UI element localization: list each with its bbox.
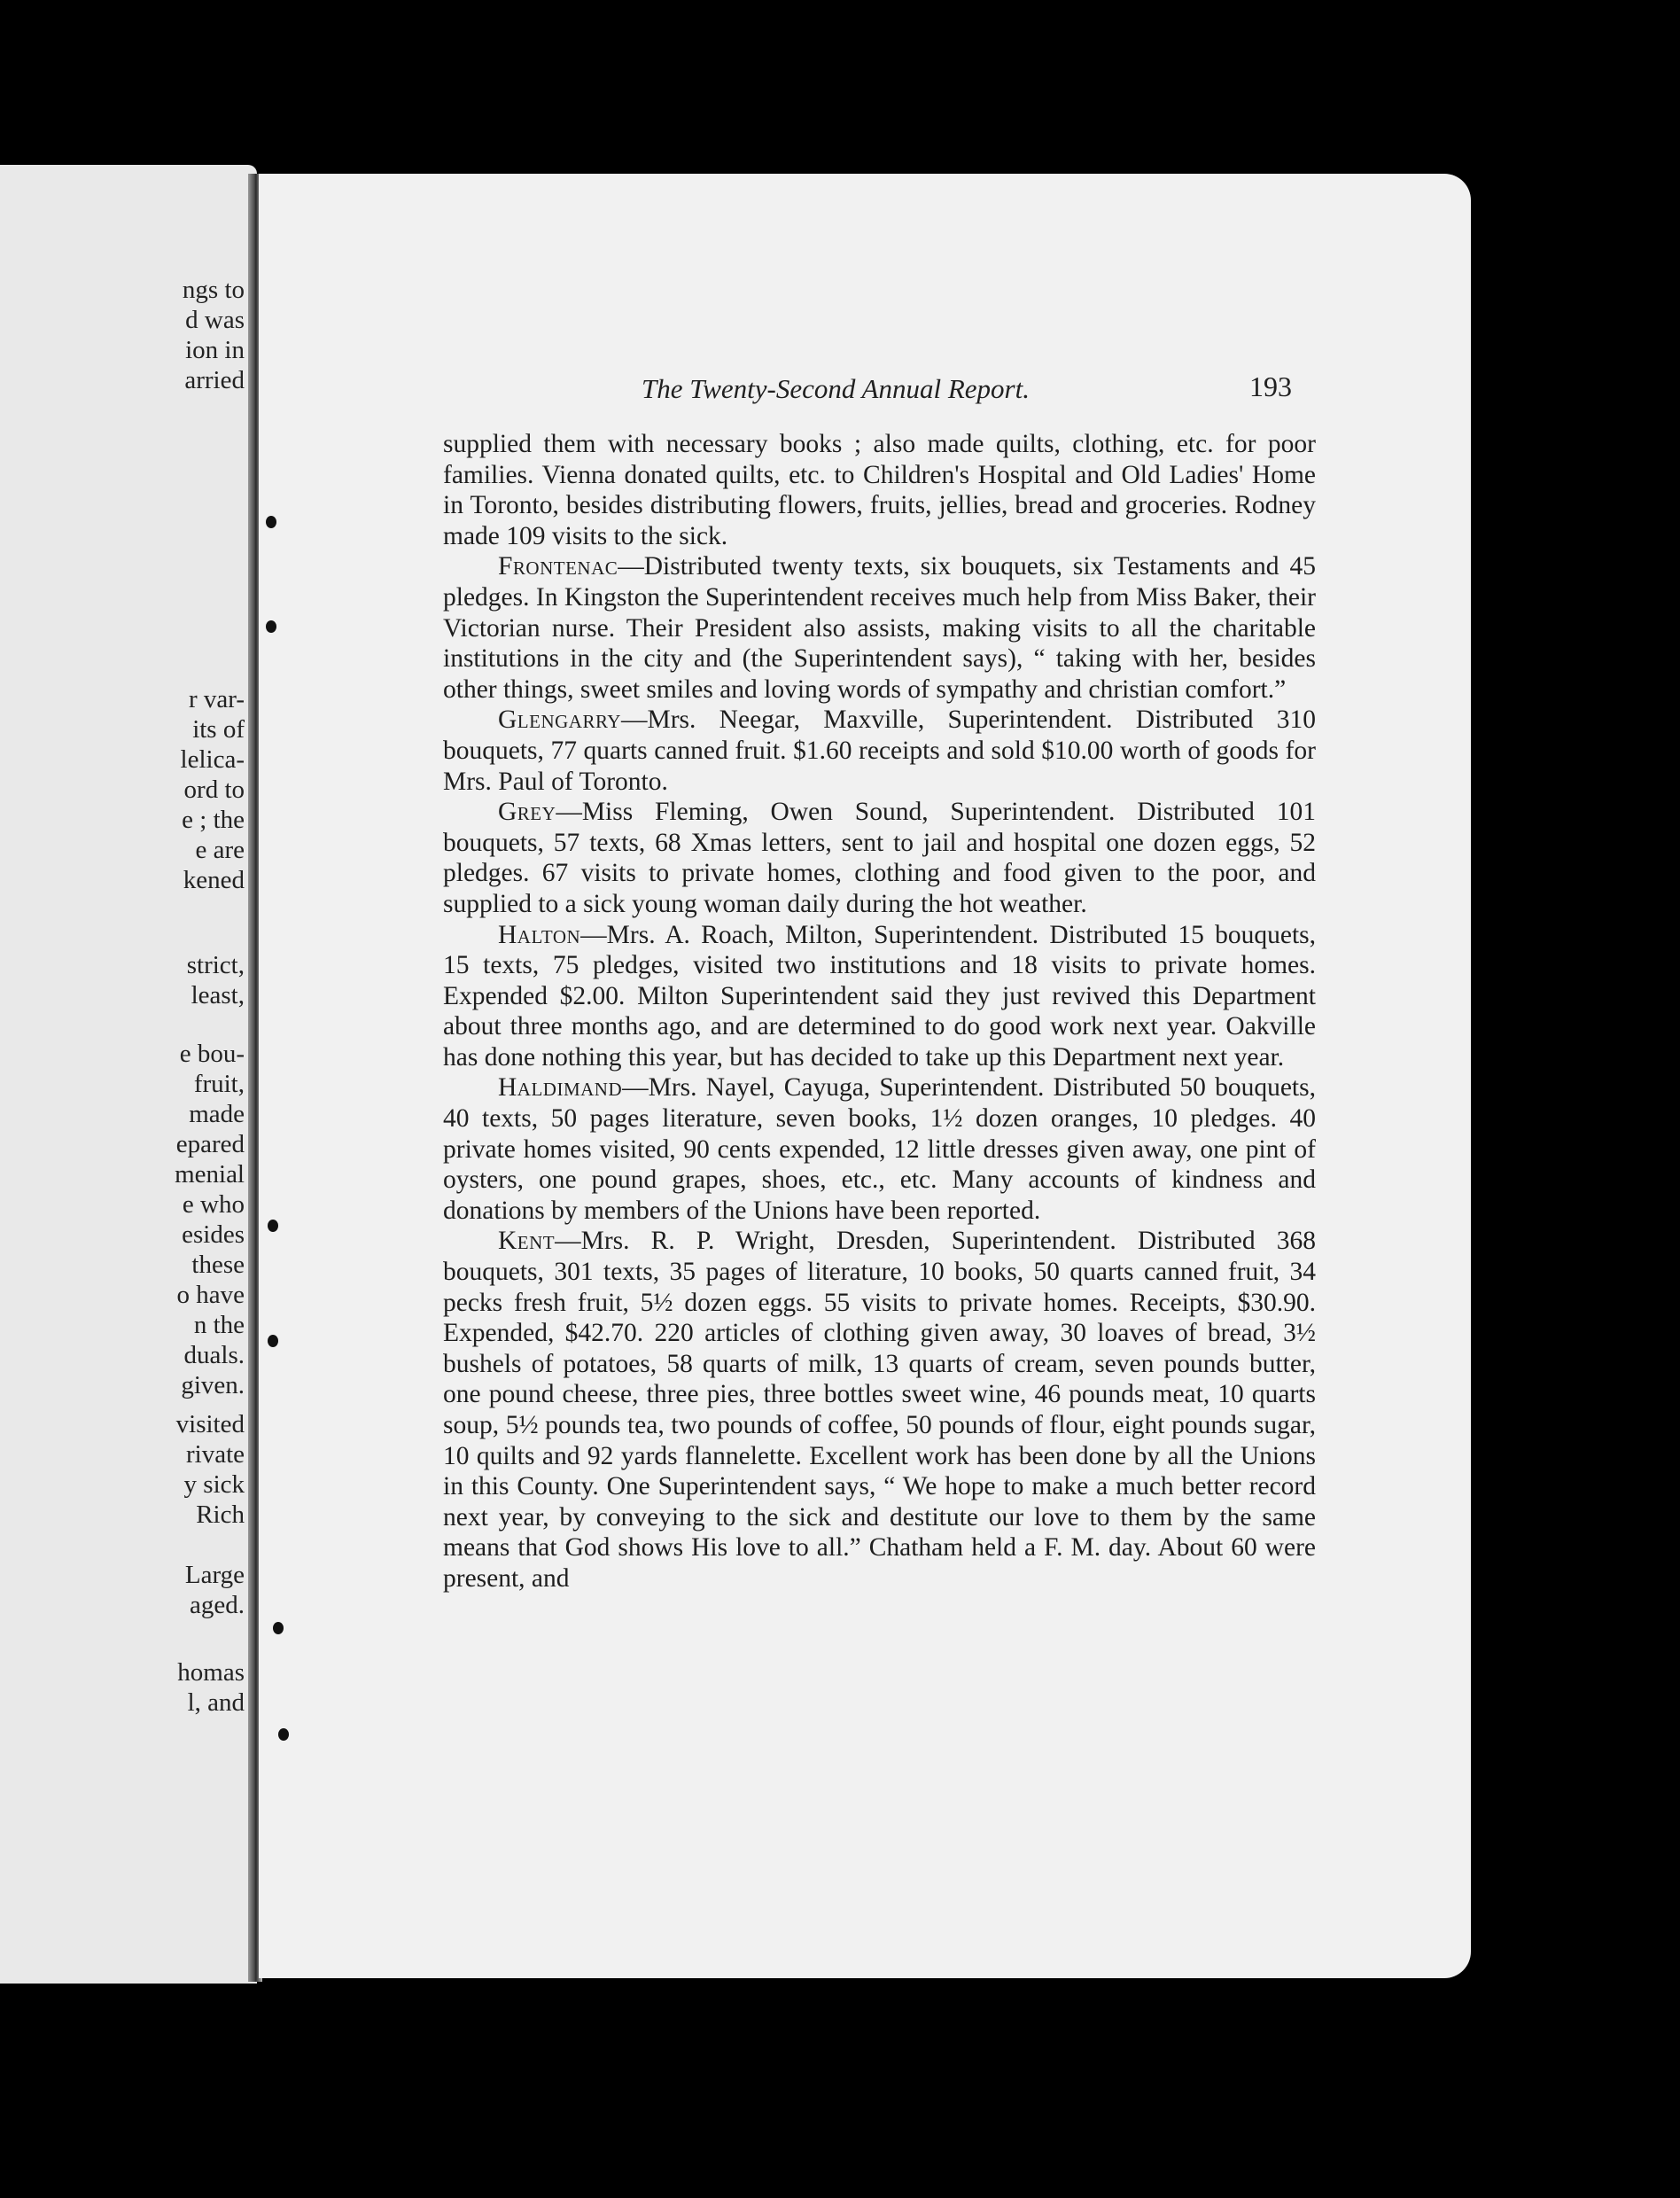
left-page-line: fruit, bbox=[193, 1070, 245, 1098]
paragraph-text: —Mrs. A. Roach, Milton, Superintendent. Distributed 15 bouquets, 15 texts, 75 pledges, visited two institutions and 18 visits to private homes. Expended $2.00. Milton Superintendent said they just revived this Department about three months ago, and are determined to do good work next year. Oakville has done nothing this year, but has decided to take up this Department next year. bbox=[443, 920, 1316, 1072]
left-page-line: arried bbox=[184, 366, 245, 394]
left-page-line: homas bbox=[177, 1658, 245, 1687]
left-page-line: its of bbox=[192, 715, 245, 744]
left-page-line: duals. bbox=[183, 1341, 245, 1369]
left-page-line: n the bbox=[193, 1311, 245, 1339]
left-page-line: lelica- bbox=[180, 745, 245, 774]
paragraph-text: supplied them with necessary books ; also made quilts, clothing, etc. for poor families. Vienna donated quilts, etc. to Children's Hospital and Old Ladies' Home in Toronto, besides distributing flowers, fruits, jellies, bread and groceries. Rodney made 109 visits to the sick. bbox=[443, 430, 1316, 550]
right-page bbox=[259, 174, 1471, 1978]
paragraph-halton bbox=[443, 920, 1316, 1073]
left-page-line: e bou- bbox=[179, 1040, 245, 1068]
left-page-line: least, bbox=[191, 981, 245, 1009]
county-heading: Halton bbox=[498, 920, 581, 949]
running-header: The Twenty-Second Annual Report. bbox=[642, 373, 1030, 404]
left-page-line: rivate bbox=[185, 1440, 245, 1469]
binding-hole bbox=[268, 1220, 278, 1232]
paragraph-text: —Miss Fleming, Owen Sound, Superintendent. Distributed 101 bouquets, 57 texts, 68 Xmas letters, sent to jail and hospital one dozen eggs, 52 pledges. 67 visits to private homes, clothing and food given to the poor, and supplied to a sick young woman daily during the hot weather. bbox=[443, 798, 1316, 918]
binding-hole bbox=[273, 1622, 284, 1634]
left-page bbox=[0, 165, 257, 1984]
left-page-line: made bbox=[189, 1100, 245, 1128]
left-page-line: these bbox=[191, 1251, 245, 1279]
left-page-line: e are bbox=[195, 836, 245, 864]
left-page-line: ord to bbox=[183, 776, 245, 804]
binding-hole bbox=[268, 1335, 278, 1347]
left-page-line: ion in bbox=[185, 336, 245, 364]
county-heading: Frontenac bbox=[498, 552, 618, 581]
paragraph-continuation bbox=[443, 429, 1316, 551]
left-page-line: menial bbox=[175, 1160, 245, 1189]
county-heading: Grey bbox=[498, 798, 556, 827]
left-page-line: Rich bbox=[196, 1500, 245, 1529]
left-page-line: kened bbox=[183, 866, 245, 894]
left-page-line: given. bbox=[181, 1371, 245, 1399]
left-page-line: Large bbox=[184, 1561, 245, 1589]
left-page-line: o have bbox=[176, 1281, 245, 1309]
body-text bbox=[443, 429, 1316, 1594]
left-page-line: r var- bbox=[188, 685, 245, 713]
paragraph-text: —Distributed twenty texts, six bouquets, six Testaments and 45 pledges. In Kingston the Superintendent receives much help from Miss Baker, their Victorian nurse. Their President also assists, making visits to all the charitable institutions in the city and (the Superintendent says), “ taking with her, besides other things, sweet smiles and loving words of sympathy and christian comfort.” bbox=[443, 552, 1316, 704]
left-page-line: l, and bbox=[187, 1688, 245, 1717]
left-page-line: esides bbox=[182, 1220, 245, 1249]
left-page-line: ngs to bbox=[182, 276, 245, 304]
paragraph-text: —Mrs. R. P. Wright, Dresden, Superintendent. Distributed 368 bouquets, 301 texts, 35 pages of literature, 10 books, 50 quarts canned fruit, 34 pecks fresh fruit, 5½ dozen eggs. 55 visits to private homes. Receipts, $30.90. Expended, $42.70. 220 articles of clothing given away, 30 loaves of bread, 3½ bushels of potatoes, 58 quarts of milk, 13 quarts of cream, seven pounds butter, one pound cheese, three pies, three bottles sweet wine, 46 pounds meat, 10 quarts soup, 5½ pounds tea, two pounds of coffee, 50 pounds of flour, eight pounds sugar, 10 quilts and 92 yards flannelette. Excellent work has been done by all the Unions in this County. One Superintendent says, “ We hope to make a much better record next year, by conveying to the sick and destitute our love to them by the same means that God shows His love to all.” Chatham held a F. M. day. About 60 were present, and bbox=[443, 1227, 1316, 1593]
paragraph-frontenac bbox=[443, 551, 1316, 705]
left-page-line: e ; the bbox=[182, 806, 245, 834]
paragraph-glengarry bbox=[443, 705, 1316, 797]
paragraph-text: —Mrs. Neegar, Maxville, Superintendent. Distributed 310 bouquets, 77 quarts canned fruit. $1.60 receipts and sold $10.00 worth of goods for Mrs. Paul of Toronto. bbox=[443, 705, 1316, 796]
page-number: 193 bbox=[1249, 370, 1292, 402]
paragraph-haldimand bbox=[443, 1072, 1316, 1226]
left-page-line: y sick bbox=[183, 1470, 245, 1499]
left-page-line: epared bbox=[175, 1130, 245, 1158]
left-page-line: aged. bbox=[190, 1591, 245, 1619]
binding-hole bbox=[266, 516, 276, 528]
paragraph-grey bbox=[443, 797, 1316, 919]
left-page-line: visited bbox=[175, 1410, 245, 1438]
county-heading: Kent bbox=[498, 1227, 556, 1256]
paragraph-kent bbox=[443, 1226, 1316, 1594]
paragraph-text: —Mrs. Nayel, Cayuga, Superintendent. Distributed 50 bouquets, 40 texts, 50 pages literature, seven books, 1½ dozen oranges, 10 pledges. 40 private homes visited, 90 cents expended, 12 little dresses given away, one pint of oysters, one pound grapes, shoes, etc., etc. Many accounts of kindness and donations by members of the Unions have been reported. bbox=[443, 1073, 1316, 1225]
county-heading: Glengarry bbox=[498, 705, 621, 735]
binding-hole bbox=[266, 620, 276, 633]
left-page-line: strict, bbox=[186, 951, 245, 979]
left-page-line: d was bbox=[185, 306, 245, 334]
binding-hole bbox=[278, 1728, 289, 1741]
left-page-line: e who bbox=[182, 1190, 245, 1219]
county-heading: Haldimand bbox=[498, 1073, 623, 1103]
